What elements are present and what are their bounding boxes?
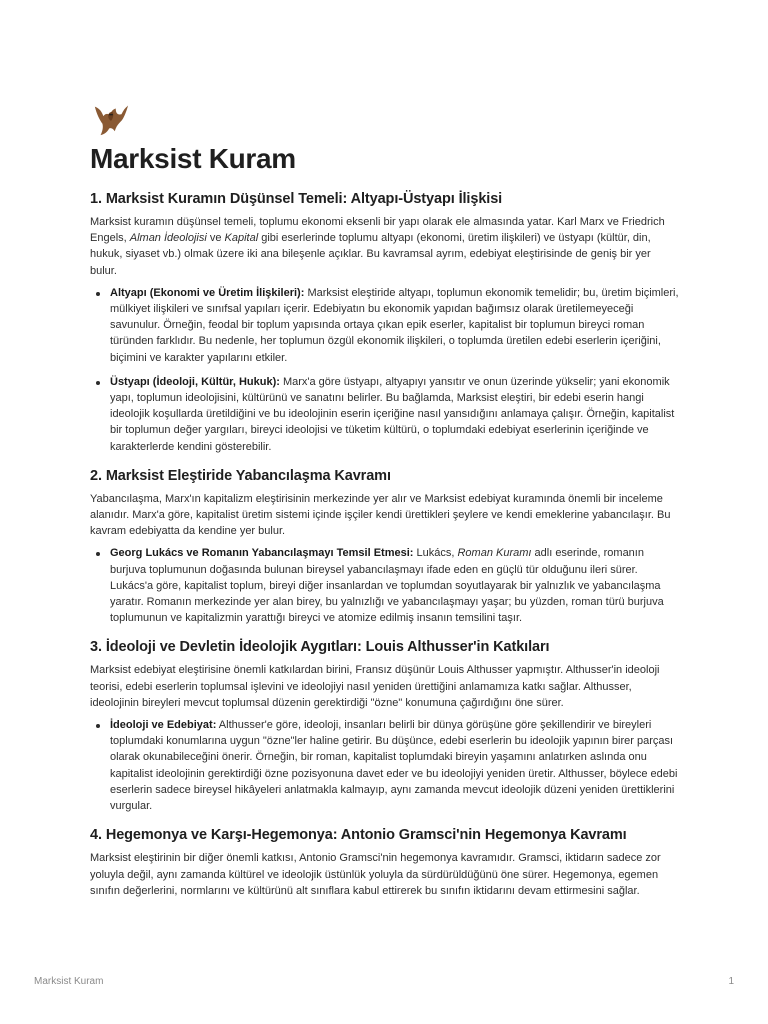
book-title: Roman Kuramı bbox=[457, 547, 532, 560]
list-item-label: Altyapı (Ekonomi ve Üretim İlişkileri): bbox=[110, 286, 305, 299]
section-heading: 1. Marksist Kuramın Düşünsel Temeli: Altyapı-Üstyapı İlişkisi bbox=[90, 191, 503, 207]
list-item: Georg Lukács ve Romanın Yabancılaşmayı Temsil Etmesi: Lukács, Roman Kuramı adlı eserinde, romanın burjuva toplumunun doğasında bulunan bireysel yabancılaşmayı ifade eden en güçlü tür olduğunu ileri sürer. Lukács'a göre, kapitalist toplum, bireyi diğer insanlardan ve toplumdan soyutlayarak bir yalnızlık ve yabancılaşma yaratır. Romanın merkezinde yer alan birey, bu yalnızlığı ve yabancılaşmayı yaşar; bu yüzden, roman türü burjuva toplumunun ve kapitalizmin yarattığı bireyci ve atomize edilmiş insanın temsilini taşır. bbox=[90, 545, 680, 626]
list-item-label: Üstyapı (İdeoloji, Kültür, Hukuk): bbox=[110, 375, 280, 388]
section-heading: 4. Hegemonya ve Karşı-Hegemonya: Antonio Gramsci'nin Hegemonya Kavramı bbox=[90, 827, 627, 844]
footer-title: Marksist Kuram bbox=[34, 976, 104, 987]
list-item: Üstyapı (İdeoloji, Kültür, Hukuk): Marx'a göre üstyapı, altyapıyı yansıtır ve onun üzerinde yükselir; yani ekonomik yapı, toplumun ideolojisini, kültürünü ve sanatını belirler. Bu bağlamda, Marksist eleştiri, bir edebi eserin hangi ideolojik koşullarda üretildiğini ve bu ideolojinin eserin içeriğine nasıl yansıdığını anlamaya çalışır. Örneğin, kapitalist bir toplumun değer yargıları, bireyci ideolojisi ve tüketim kültürü, o toplumdaki edebiyat eserlerinin içeriğinde ve karakterlerde kendini gösterebilir. bbox=[90, 374, 680, 455]
book-title: Kapital bbox=[224, 232, 259, 245]
section-paragraph: Marksist eleştirinin bir diğer önemli katkısı, Antonio Gramsci'nin hegemonya kavramıdır. Gramsci, iktidarın sadece zor yoluyla değil, aynı zamanda kültürel ve ideolojik üstünlük yoluyla da sürdürüldüğünü öne sürer. Hegemonya, egemen sınıfın değerlerini, normlarını ve kültürünü alt sınıflara kabul ettirerek bu sınıfın iktidarını devam ettirmesini sağlar. bbox=[90, 852, 661, 897]
bullet-list bbox=[90, 717, 680, 814]
list-item-label: İdeoloji ve Edebiyat: bbox=[110, 719, 217, 732]
section-paragraph: Marksist edebiyat eleştirisine önemli katkılardan birini, Fransız düşünür Louis Althusser yapmıştır. Althusser'in ideoloji teorisi, edebi eserlerin toplumsal işlevini ve ideolojiyi nasıl yeniden ürettiğini anlamamıza katkı sağlar. Althusser, ideolojinin bireyleri mevcut toplumsal düzenin gerektirdiği "özne" konumuna çağırdığını öne sürer. bbox=[90, 664, 660, 709]
list-item: Altyapı (Ekonomi ve Üretim İlişkileri): Marksist eleştiride altyapı, toplumun ekonomik temelidir; bu, üretim biçimleri, mülkiyet ilişkileri ve sınıfsal yapıları içerir. Edebiyatın bu ekonomik yapıdan bağımsız olarak üretilemeyeceği savunulur. Örneğin, feodal bir toplum yapısında ortaya çıkan epik eserler, kapitalist bir toplumun bireyci roman türünden farklıdır. Bu nedenle, her toplumun özgül ekonomik ilişkileri, o toplumda üretilen edebi eserlerin içeriğini, biçimini ve karakter yapılarını etkiler. bbox=[90, 285, 680, 366]
list-item: İdeoloji ve Edebiyat: Althusser'e göre, ideoloji, insanları belirli bir dünya görüşüne göre şekillendirir ve bireyleri toplumdaki konumlarına uygun "özne"ler haline getirir. Bu düşünce, edebi eserlerin bu ideolojik yapının birer parçası olarak okunabileceğini önerir. Örneğin, bir roman, kapitalist toplumdaki bireyin yaşamını anlatırken aslında onu kapitalist ideolojinin gerektirdiği özne pozisyonuna davet eder ve bu ideolojiyi yeniden üretir. Althusser, böylece edebi eserlerin sadece bireysel hikâyeleri anlatmakla kalmayıp, aynı zamanda mevcut ideolojik düzeni yeniden ürettiklerini vurgular. bbox=[90, 717, 680, 814]
book-title: Alman İdeolojisi bbox=[129, 232, 207, 245]
document-page bbox=[90, 98, 680, 899]
page-number: 1 bbox=[728, 976, 734, 987]
section-paragraph: Yabancılaşma, Marx'ın kapitalizm eleştirisinin merkezinde yer alır ve Marksist edebiyat kuramında önemli bir inceleme alanıdır. Marx'a göre, kapitalist üretim sistemi içinde işçiler kendi ürettikleri şeylere ve kendi emeklerine yabancılaşır. Bu kavram edebiyatta da kendine yer bulur. bbox=[90, 492, 671, 538]
section-heading: 3. İdeoloji ve Devletin İdeolojik Aygıtları: Louis Althusser'in Katkıları bbox=[90, 639, 550, 656]
section-paragraph: Marksist kuramın düşünsel temeli, toplumu ekonomi eksenli bir yapı olarak ele almasında yatar. Karl Marx ve Friedrich Engels, Alman İdeolojisi ve Kapital gibi eserlerinde toplumu altyapı (ekonomi, üretim ilişkileri) ve üstyapı (kültür, din, hukuk, siyaset vb.) olmak üzere iki ana bileşenle açıklar. Bu kavramsal ayrım, edebiyat eleştirisinde de geniş bir yer bulur. bbox=[90, 216, 665, 277]
page-title: Marksist Kuram bbox=[90, 143, 296, 174]
bullet-list bbox=[90, 545, 680, 626]
section-heading: 2. Marksist Eleştiride Yabancılaşma Kavramı bbox=[90, 467, 391, 484]
bullet-list bbox=[90, 285, 680, 455]
list-item-label: Georg Lukács ve Romanın Yabancılaşmayı Temsil Etmesi: bbox=[110, 547, 414, 560]
bat-icon bbox=[92, 98, 130, 138]
